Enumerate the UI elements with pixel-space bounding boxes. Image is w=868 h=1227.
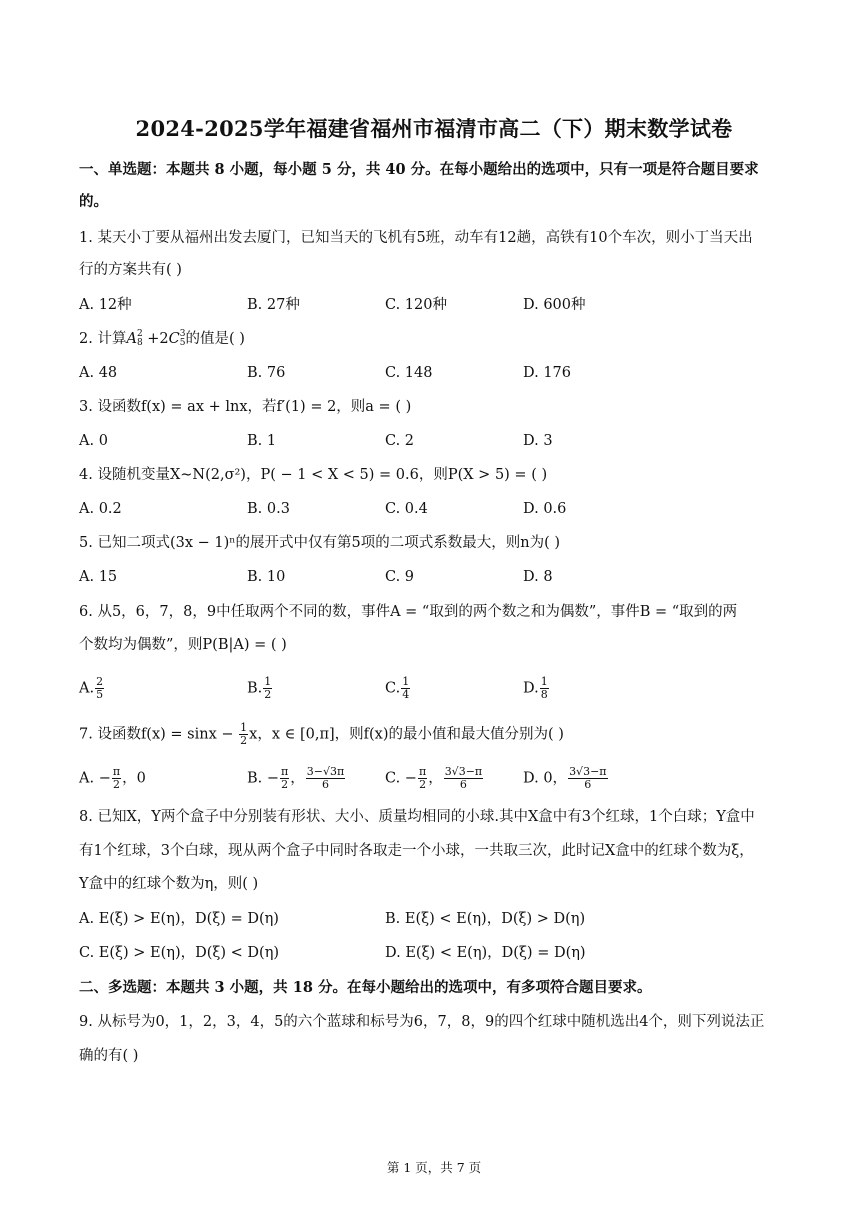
q1-option-d: D. 600种 bbox=[523, 297, 586, 313]
q4-option-c: C. 0.4 bbox=[385, 501, 428, 517]
q8-stem: 8. 已知X，Y两个盒子中分别装有形状、大小、质量均相同的小球.其中X盒中有3个红球，1个白球；Y盒中 bbox=[79, 809, 755, 825]
page-footer: 第 1 页，共 7 页 bbox=[386, 1160, 482, 1175]
q1-stem: 1. 某天小丁要从福州出发去厦门，已知当天的飞机有5班，动车有12趟，高铁有10个车次，则小丁当天出 bbox=[79, 230, 753, 246]
q5-option-d: D. 8 bbox=[523, 569, 553, 585]
q3-option-d: D. 3 bbox=[523, 433, 553, 449]
q4-option-a: A. 0.2 bbox=[79, 501, 122, 517]
q1-option-b: B. 27种 bbox=[247, 297, 300, 313]
section1-heading-cont: 的。 bbox=[79, 193, 108, 210]
q2-suffix: 的值是( ) bbox=[185, 331, 245, 347]
q7-stem: 7. 设函数f(x) = sinx − $\frac{1}{2}$ x，x ∈ [0,π]，则f(x)的最小值和最大值分别为( ) bbox=[79, 721, 564, 747]
q8-option-d: D. E(ξ) < E(η)，D(ξ) = D(η) bbox=[385, 945, 586, 961]
q4-option-d: D. 0.6 bbox=[523, 501, 567, 517]
q3-option-b: B. 1 bbox=[247, 433, 277, 449]
q6-option-b: B. $\frac{1}{2}$ bbox=[247, 675, 272, 701]
q4-stem: 4. 设随机变量X∼N(2,σ²)，P( − 1 < X < 5) = 0.6，则P(X > 5) = ( ) bbox=[79, 467, 548, 483]
q6-stem-cont: 个数均为偶数”，则P(B|A) = ( ) bbox=[79, 637, 287, 653]
q5-option-b: B. 10 bbox=[247, 569, 286, 585]
section2-heading: 二、多选题：本题共 3 小题，共 18 分。在每小题给出的选项中，有多项符合题目要求。 bbox=[79, 979, 652, 996]
q5-option-c: C. 9 bbox=[385, 569, 415, 585]
q1-stem-cont: 行的方案共有( ) bbox=[79, 262, 182, 278]
q5-option-a: A. 15 bbox=[79, 569, 118, 585]
q9-stem-cont: 确的有( ) bbox=[79, 1048, 139, 1064]
q3-option-a: A. 0 bbox=[79, 433, 108, 449]
q7-option-b: B. − $\frac{\pi}{2}$ ， $\frac{3-√3\pi}{6}$ bbox=[247, 765, 345, 791]
q6-option-a: A. $\frac{2}{5}$ bbox=[79, 675, 104, 701]
q5-stem: 5. 已知二项式(3x − 1)ⁿ的展开式中仅有第5项的二项式系数最大，则n为( ) bbox=[79, 535, 561, 551]
q8-stem-cont2: Y盒中的红球个数为η，则( ) bbox=[79, 876, 259, 892]
q8-option-a: A. E(ξ) > E(η)，D(ξ) = D(η) bbox=[79, 911, 279, 927]
q7-option-d: D. 0， $\frac{3√3-\pi}{6}$ bbox=[523, 765, 607, 791]
page-title: 2024-2025学年福建省福州市福清市高二（下）期末数学试卷 bbox=[135, 116, 733, 141]
q1-option-c: C. 120种 bbox=[385, 297, 447, 313]
q6-option-d: D. $\frac{1}{8}$ bbox=[523, 675, 548, 701]
q3-option-c: C. 2 bbox=[385, 433, 415, 449]
q6-option-c: C. $\frac{1}{4}$ bbox=[385, 675, 410, 701]
q7-option-c: C. − $\frac{\pi}{2}$ ， $\frac{3√3-\pi}{6}$ bbox=[385, 765, 483, 791]
q7-option-a: A. − $\frac{\pi}{2}$ ，0 bbox=[79, 765, 146, 791]
q3-stem: 3. 设函数f(x) = ax + lnx，若f′(1) = 2，则a = ( ) bbox=[79, 399, 412, 415]
q2-stem: 2. 计算A 2 8 +2C 3 5 的值是( ) bbox=[79, 329, 245, 348]
q2-option-c: C. 148 bbox=[385, 365, 433, 381]
q9-stem: 9. 从标号为0，1，2，3，4，5的六个蓝球和标号为6，7，8，9的四个红球中随机选出4个，则下列说法正 bbox=[79, 1014, 765, 1030]
q8-option-c: C. E(ξ) > E(η)，D(ξ) < D(η) bbox=[79, 945, 280, 961]
q2-option-b: B. 76 bbox=[247, 365, 286, 381]
section1-heading: 一、单选题：本题共 8 小题，每小题 5 分，共 40 分。在每小题给出的选项中，只有一项是符合题目要求 bbox=[79, 161, 759, 178]
q2-option-d: D. 176 bbox=[523, 365, 572, 381]
q2-prefix: 2. 计算 bbox=[79, 331, 127, 347]
q8-stem-cont: 有1个红球，3个白球，现从两个盒子中同时各取走一个小球，一共取三次，此时记X盒中的红球个数为ξ， bbox=[79, 843, 754, 859]
q4-option-b: B. 0.3 bbox=[247, 501, 290, 517]
q6-stem: 6. 从5，6，7，8，9中任取两个不同的数，事件A = “取到的两个数之和为偶数”，事件B = “取到的两 bbox=[79, 604, 738, 620]
q2-option-a: A. 48 bbox=[79, 365, 118, 381]
q8-option-b: B. E(ξ) < E(η)，D(ξ) > D(η) bbox=[385, 911, 586, 927]
q1-option-a: A. 12种 bbox=[79, 297, 132, 313]
